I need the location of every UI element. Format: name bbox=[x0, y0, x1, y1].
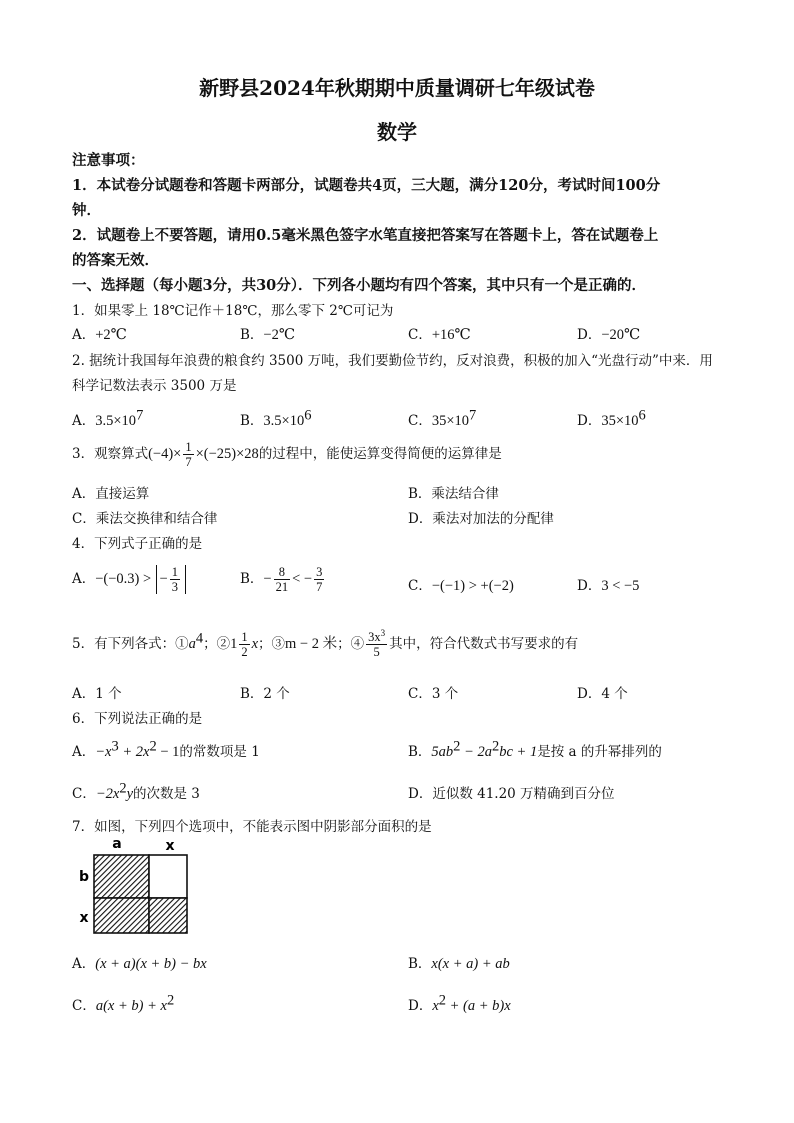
fig-label-x-top: x bbox=[165, 838, 175, 854]
q2-option-c: C．$35\times 10^7$ bbox=[408, 407, 477, 429]
fig-cell-bottom-left bbox=[94, 898, 149, 933]
q5-option-b: B．2 个 bbox=[240, 686, 290, 702]
q4-option-c: C．−(−1) > +(−2) bbox=[408, 578, 514, 594]
q3-expr-part-1: (−4)× bbox=[148, 446, 182, 462]
q1-option-d: D．−20℃ bbox=[577, 327, 641, 343]
fig-label-b: b bbox=[78, 869, 90, 885]
q7-option-b: B．x(x + a) + ab bbox=[408, 956, 510, 972]
q7-option-a: A．(x + a)(x + b) − bx bbox=[72, 956, 207, 972]
q4-option-b: B．− $\frac{8}{21}$ < − $\frac{3}{7}$ bbox=[240, 565, 323, 594]
fig-label-a: a bbox=[112, 836, 122, 852]
q6-option-c: C．$-2x^2y$的次数是 3 bbox=[72, 780, 200, 802]
q6-option-a: A．$-x^3 + 2x^2 - 1$的常数项是 1 bbox=[72, 738, 260, 760]
q4-stem: 4．下列式子正确的是 bbox=[72, 536, 203, 552]
q5-option-d: D．4 个 bbox=[577, 686, 628, 702]
q3-stem: 3．观察算式(−4)× $\frac{1}{7}$ ×(−25)×28的过程中，能使运算变得简便的运算律是 bbox=[72, 440, 502, 469]
q3-option-d: D．乘法对加法的分配律 bbox=[408, 511, 554, 527]
fig-cell-top-left bbox=[94, 855, 149, 898]
q1-option-c: C．+16℃ bbox=[408, 327, 471, 343]
q5-option-c: C．3 个 bbox=[408, 686, 459, 702]
q5-option-a: A．1 个 bbox=[72, 686, 122, 702]
fig-cell-bottom-right bbox=[149, 898, 187, 933]
subject-title: 数学 bbox=[377, 120, 417, 144]
fig-cell-top-right bbox=[149, 855, 187, 898]
q1-option-b: B．−2℃ bbox=[240, 327, 296, 343]
notice-heading: 注意事项： bbox=[72, 152, 145, 169]
notice-item-2-line-2: 的答案无效． bbox=[72, 252, 159, 269]
q7-option-d: D．$x^2 + (a + b)x$ bbox=[408, 992, 511, 1014]
q2-option-d: D．$35\times 10^6$ bbox=[577, 407, 646, 429]
notice-item-1-line-1: 1．本试卷分试题卷和答题卡两部分，试题卷共4页，三大题，满分120分，考试时间100分 bbox=[72, 177, 661, 194]
q4-option-d: D．3 < −5 bbox=[577, 578, 640, 594]
q4-option-a: A．−(−0.3) > − $\frac{1}{3}$ bbox=[72, 565, 186, 594]
q6-option-b: B．$5ab^2 - 2a^2bc + 1$是按 a 的升幂排列的 bbox=[408, 738, 662, 760]
q3-fraction: $\frac{1}{7}$ bbox=[185, 440, 192, 469]
notice-item-2-line-1: 2．试题卷上不要答题，请用0.5毫米黑色签字水笔直接把答案写在答题卡上，答在试题卷上 bbox=[72, 227, 659, 244]
q5-stem: 5．有下列各式：$①a^4$；②1 $\frac{1}{2}$ x；③m − 2 米；④ $\frac{3x^3}{5}$ 其中，符合代数式书写要求的有 bbox=[72, 627, 579, 659]
q3-option-a: A．直接运算 bbox=[72, 486, 150, 502]
exam-title: 新野县2024年秋期期中质量调研七年级试卷 bbox=[199, 76, 595, 100]
q3-option-c: C．乘法交换律和结合律 bbox=[72, 511, 218, 527]
q2-option-b: B．$3.5\times 10^6$ bbox=[240, 407, 312, 429]
q2-stem-line-2: 科学记数法表示 3500 万是 bbox=[72, 378, 237, 394]
q7-stem: 7．如图，下列四个选项中，不能表示图中阴影部分面积的是 bbox=[72, 819, 432, 835]
q2-option-a: A．$3.5\times 10^7$ bbox=[72, 407, 144, 429]
q7-option-c: C．$a(x + b) + x^2$ bbox=[72, 992, 175, 1014]
q1-stem: 1．如果零上 18℃记作＋18℃，那么零下 2℃可记为 bbox=[72, 303, 394, 319]
section-1-heading: 一、选择题（每小题3分，共30分）．下列各小题均有四个答案，其中只有一个是正确的． bbox=[72, 277, 647, 294]
fig-label-x-left: x bbox=[79, 910, 89, 926]
q6-option-d: D．近似数 41.20 万精确到百分位 bbox=[408, 786, 615, 802]
q2-stem-line-1: 2. 据统计我国每年浪费的粮食约 3500 万吨，我们要勤俭节约，反对浪费，积极的加入“光盘行动”中来．用 bbox=[72, 353, 713, 369]
q1-option-a: A．+2℃ bbox=[72, 327, 127, 343]
q7-area-figure bbox=[72, 836, 202, 938]
q6-stem: 6．下列说法正确的是 bbox=[72, 711, 203, 727]
q3-option-b: B．乘法结合律 bbox=[408, 486, 499, 502]
notice-item-1-line-2: 钟． bbox=[72, 202, 101, 219]
q3-expr-part-2: ×(−25)×28 bbox=[195, 446, 259, 462]
